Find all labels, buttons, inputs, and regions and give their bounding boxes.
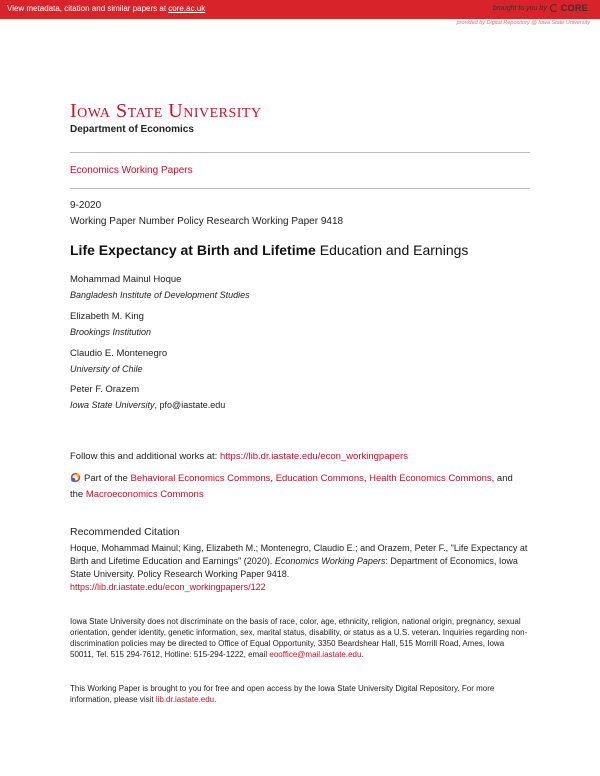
title-part-1: Life Expectancy at Birth and Lifetime bbox=[70, 242, 316, 258]
separator: , bbox=[270, 473, 276, 484]
follow-link[interactable]: https://lib.dr.iastate.edu/econ_workingpapers bbox=[219, 451, 408, 462]
footer-text: This Working Paper is brought to you for free and open access by the Iowa State University Digital Repository. For more information, please visit bbox=[70, 684, 495, 704]
brought-by-text: brought to you by bbox=[492, 4, 547, 12]
citation-link[interactable]: https://lib.dr.iastate.edu/econ_workingpapers/122 bbox=[70, 582, 266, 592]
core-logo-icon bbox=[550, 4, 558, 12]
the-text: the bbox=[70, 489, 86, 500]
footer-end: . bbox=[214, 695, 217, 704]
author-name: Mohammad Mainul Hoque bbox=[70, 274, 182, 285]
author-name: Peter F. Orazem bbox=[70, 384, 140, 395]
paper-title bbox=[70, 242, 468, 258]
disclaimer-end: . bbox=[361, 650, 364, 659]
commons-link[interactable]: Behavioral Economics Commons bbox=[130, 473, 271, 484]
author-email[interactable]: , pfo@iastate.edu bbox=[154, 400, 226, 410]
follow-text: Follow this and additional works at: bbox=[70, 451, 220, 462]
affiliation-text: Iowa State University bbox=[70, 400, 155, 410]
commons-link[interactable]: Health Economics Commons bbox=[369, 473, 492, 484]
paper-number: Working Paper Number Policy Research Working Paper 9418 bbox=[70, 216, 344, 227]
citation-series: Economics Working Papers bbox=[274, 556, 386, 566]
eo-email-link[interactable]: eooffice@mail.iastate.edu bbox=[269, 650, 362, 659]
part-of-commons bbox=[70, 471, 540, 503]
core-link[interactable]: core.ac.uk bbox=[168, 4, 206, 13]
series-link[interactable]: Economics Working Papers bbox=[70, 165, 193, 176]
recommended-citation bbox=[70, 542, 530, 594]
core-view-metadata bbox=[7, 4, 205, 13]
divider bbox=[70, 188, 530, 189]
commons-link[interactable]: Macroeconomics Commons bbox=[85, 489, 204, 500]
open-access-footer bbox=[70, 683, 530, 705]
author-affiliation: Brookings Institution bbox=[70, 327, 152, 337]
university-logo bbox=[70, 100, 262, 123]
follow-line bbox=[70, 451, 408, 462]
department-name: Department of Economics bbox=[70, 124, 194, 135]
view-metadata-text: View metadata, citation and similar papers at bbox=[7, 4, 169, 13]
citation-text: Hoque, Mohammad Mainul; King, Elizabeth M.; Montenegro, Claudio E.; and Orazem, Peter F., "Life Expectancy at Birth and Lifetime Education and Earnings" (2020). bbox=[70, 543, 528, 566]
citation-after: : Department of Economics, Iowa State University. Policy Research Working Paper 9418. bbox=[70, 556, 518, 579]
author-name: Elizabeth M. King bbox=[70, 311, 144, 322]
nondiscrimination-statement bbox=[70, 616, 530, 660]
title-part-2: Education and Earnings bbox=[315, 242, 469, 258]
part-of-prefix: Part of the bbox=[84, 473, 131, 484]
commons-link[interactable]: Education Commons bbox=[275, 473, 364, 484]
disclaimer-text: Iowa State University does not discriminate on the basis of race, color, age, ethnicity, religion, national origin, pregnancy, sexual orientation, gender identity, genetic information, sex, marital status, disability, or status as a U.S. veteran. Inquiries regarding non-discrimination policies may be directed to Office of Equal Opportunity, 3350 Beardshear Hall, 515 Morrill Road, Ames, Iowa 50011, Tel. 515 294-7612, Hotline: 515-294-1222, email bbox=[70, 617, 528, 659]
commons-network-icon bbox=[70, 472, 81, 483]
repository-link[interactable]: lib.dr.iastate.edu bbox=[155, 695, 215, 704]
author-affiliation: Bangladesh Institute of Development Studies bbox=[70, 290, 250, 300]
core-brand[interactable] bbox=[493, 3, 588, 13]
author-affiliation bbox=[70, 400, 225, 410]
separator: , bbox=[363, 473, 370, 484]
divider bbox=[70, 152, 530, 153]
recommended-citation-heading: Recommended Citation bbox=[70, 526, 180, 538]
university-name: Iowa State University bbox=[70, 100, 262, 122]
paper-date: 9-2020 bbox=[70, 200, 102, 211]
provided-by: provided by Digital Repository @ Iowa State University bbox=[456, 20, 590, 26]
core-label: CORE bbox=[560, 3, 588, 13]
separator: , and bbox=[491, 473, 513, 484]
author-name: Claudio E. Montenegro bbox=[70, 348, 168, 359]
author-affiliation: University of Chile bbox=[70, 364, 143, 374]
